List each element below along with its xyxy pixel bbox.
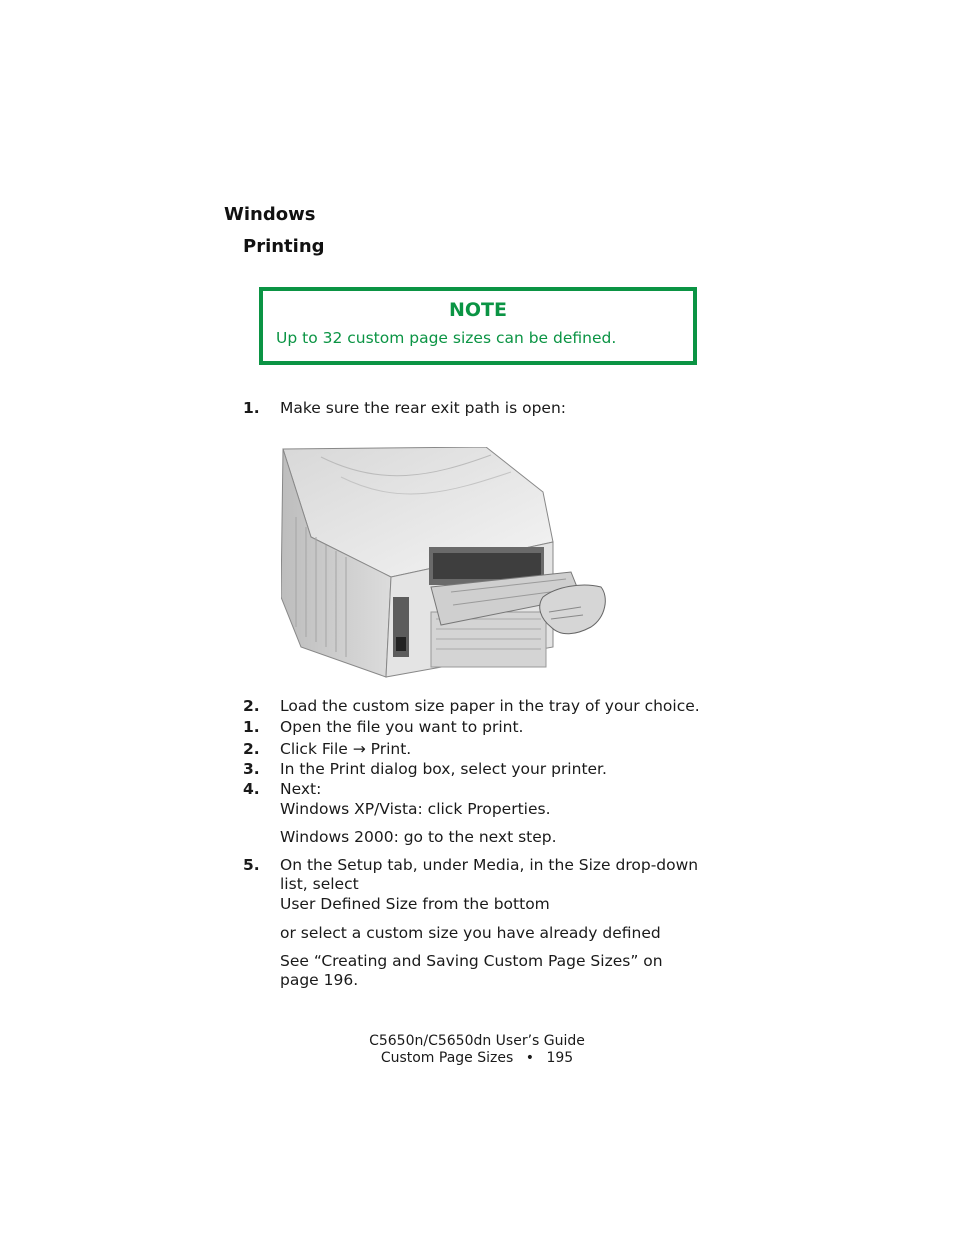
step-number: 2.: [243, 697, 260, 715]
step-number: 3.: [243, 760, 260, 778]
step-number: 1.: [243, 718, 260, 736]
step-number: 5.: [243, 856, 260, 874]
note-title: NOTE: [449, 299, 507, 321]
step-text: Next:: [280, 780, 322, 798]
step-text: On the Setup tab, under Media, in the Size drop-down list, select: [280, 856, 699, 893]
step-text: In the Print dialog box, select your printer.: [280, 760, 607, 778]
step-number: 4.: [243, 780, 260, 798]
step-text: Open the file you want to print.: [280, 718, 524, 736]
subsection-heading: Printing: [243, 236, 325, 257]
step-subtext: Windows 2000: go to the next step.: [280, 828, 557, 846]
step-subtext: User Defined Size from the bottom: [280, 895, 550, 913]
step-subtext: or select a custom size you have already defined: [280, 924, 661, 942]
step-text: Click File → Print.: [280, 740, 412, 758]
step-text: Load the custom size paper in the tray of your choice.: [280, 697, 700, 715]
footer-bullet: •: [525, 1050, 534, 1066]
step-subtext: Windows XP/Vista: click Properties.: [280, 800, 551, 818]
footer-page-info: [0, 1050, 954, 1066]
step-number: 2.: [243, 740, 260, 758]
note-text: Up to 32 custom page sizes can be defined.: [276, 329, 617, 347]
step-number: 1.: [243, 399, 260, 417]
footer-section: Custom Page Sizes: [380, 1050, 514, 1066]
step-subtext: See “Creating and Saving Custom Page Sizes” on page 196.: [280, 952, 663, 989]
printer-rear-exit-photo: [281, 447, 609, 683]
page-number: 195: [546, 1050, 574, 1066]
section-heading: Windows: [224, 204, 316, 225]
note-box: [259, 287, 697, 365]
step-text: Make sure the rear exit path is open:: [280, 399, 567, 417]
footer-guide-title: C5650n/C5650dn User’s Guide: [369, 1033, 585, 1049]
